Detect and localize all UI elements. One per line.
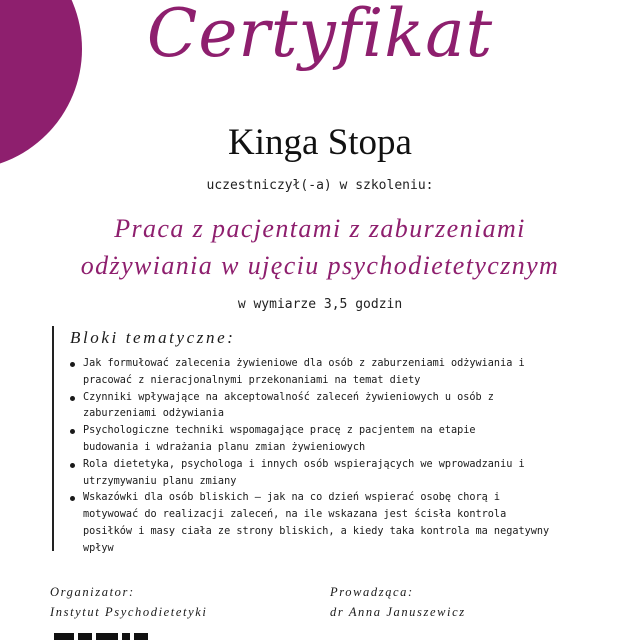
thematic-blocks-section — [52, 326, 584, 554]
topic-line: Czynniki wpływające na akceptowalność zaleceń żywieniowych u osób z — [83, 391, 494, 403]
instructor-value: dr Anna Januszewicz — [330, 605, 466, 619]
topic-item — [68, 390, 573, 424]
topic-line: Jak formułować zalecenia żywieniowe dla osób z zaburzeniami odżywiania i — [83, 358, 525, 369]
thematic-blocks-heading: Bloki tematyczne: — [70, 328, 236, 347]
topic-line: budowania i wdrażania planu zmian żywieniowych — [83, 441, 366, 453]
certificate-title: Certyfikat — [146, 0, 494, 72]
organizer-label: Organizator: — [50, 585, 135, 599]
topic-line: zaburzeniami odżywiania — [83, 408, 225, 420]
topic-item — [68, 423, 573, 457]
topic-item — [68, 457, 573, 491]
topic-line: wpływ — [83, 542, 114, 554]
topic-line: utrzymywaniu planu zmiany — [83, 475, 237, 487]
participation-text: uczestniczył(-a) w szkoleniu: — [206, 178, 434, 193]
duration-text: w wymiarze 3,5 godzin — [237, 297, 403, 312]
topic-line: Rola dietetyka, psychologa i innych osób wspierających we wprowadzaniu i — [83, 458, 525, 470]
course-title-line: odżywiania w ujęciu psychodietetycznym — [80, 251, 560, 280]
bullet-icon — [70, 496, 75, 501]
bullet-icon — [70, 429, 75, 434]
topic-line: motywować do realizacji zaleceń, na ile wskazana jest ścisła kontrola — [83, 509, 507, 521]
recipient-name: Kinga Stopa — [228, 122, 412, 163]
topic-item — [68, 490, 573, 557]
bullet-icon — [70, 463, 75, 468]
organizer-logo — [54, 630, 150, 644]
instructor-label: Prowadząca: — [330, 585, 414, 599]
topic-list — [68, 356, 573, 558]
topic-line: Psychologiczne techniki wspomagające pracę z pacjentem na etapie — [83, 425, 476, 437]
topic-line: Wskazówki dla osób bliskich — jak na co dzień wspierać osobę chorą i — [83, 492, 501, 504]
bullet-icon — [70, 396, 75, 401]
organizer-value: Instytut Psychodietetyki — [50, 605, 208, 619]
topic-line: pracować z nieracjonalnymi przekonaniami na temat diety — [83, 374, 421, 386]
bullet-icon — [70, 362, 75, 367]
course-title-line: Praca z pacjentami z zaburzeniami — [114, 214, 526, 243]
topic-line: posiłków i masy ciała ze strony bliskich, a kiedy taka kontrola ma negatywny — [83, 525, 550, 537]
topic-item — [68, 356, 573, 390]
course-title — [40, 210, 600, 284]
